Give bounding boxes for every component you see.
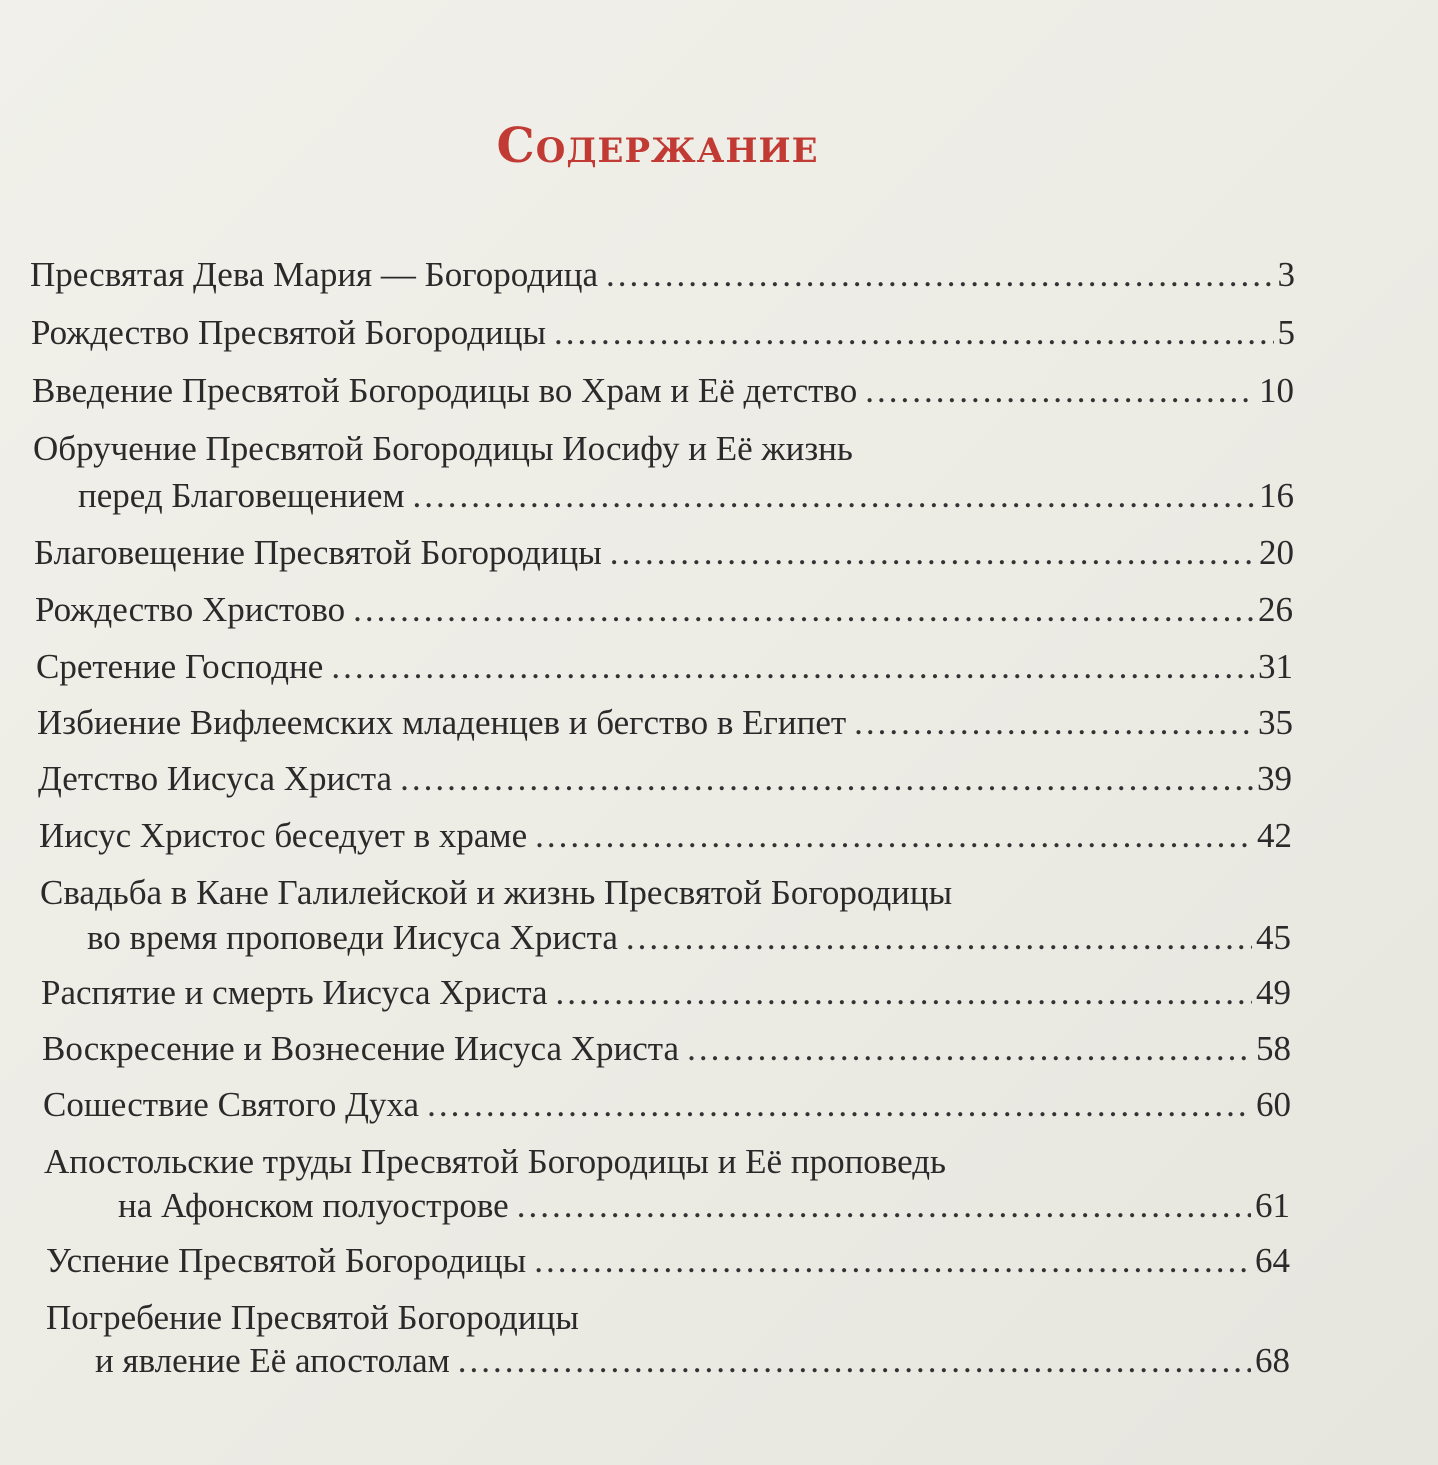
dot-leader bbox=[626, 913, 1252, 963]
toc-entry bbox=[42, 1024, 1291, 1074]
toc-entry-page: 31 bbox=[1258, 647, 1293, 686]
dot-leader bbox=[535, 811, 1253, 861]
toc-entry-page: 58 bbox=[1256, 1029, 1291, 1068]
toc-entry-page: 5 bbox=[1277, 313, 1295, 352]
toc-entry-title: Воскресение и Вознесение Иисуса Христа bbox=[42, 1029, 680, 1068]
toc-entry-title: Пресвятая Дева Мария — Богородица bbox=[30, 255, 599, 294]
toc-entry-title-line1: Свадьба в Кане Галилейской и жизнь Пресвятой Богородицы bbox=[40, 873, 953, 912]
toc-entry-page: 16 bbox=[1259, 476, 1294, 515]
dot-leader bbox=[554, 308, 1273, 358]
toc-entry bbox=[43, 1080, 1291, 1130]
dot-leader bbox=[427, 1080, 1252, 1130]
dot-leader bbox=[517, 1181, 1251, 1231]
toc-entry-title: Иисус Христос беседует в храме bbox=[39, 816, 528, 855]
toc-entry bbox=[39, 811, 1292, 861]
toc-entry-title-line2: во время проповеди Иисуса Христа bbox=[87, 918, 618, 957]
toc-entry-title: Детство Иисуса Христа bbox=[38, 759, 393, 798]
dot-leader bbox=[610, 528, 1255, 578]
toc-entry-title-line2: перед Благовещением bbox=[78, 476, 405, 515]
toc-entry-title: Рождество Христово bbox=[35, 590, 346, 629]
dot-leader bbox=[854, 698, 1254, 748]
toc-entry-title-line1: Обручение Пресвятой Богородицы Иосифу и Её жизнь bbox=[33, 429, 853, 468]
toc-entry-title-line1: Апостольские труды Пресвятой Богородицы и Её проповедь bbox=[44, 1142, 946, 1181]
toc-entry-title: Введение Пресвятой Богородицы во Храм и Её детство bbox=[32, 371, 858, 410]
contents-heading: Содержание bbox=[496, 118, 819, 174]
toc-entry bbox=[118, 1181, 1290, 1231]
toc-entry bbox=[87, 913, 1291, 963]
toc-entry bbox=[30, 250, 1295, 300]
toc-entry-page: 64 bbox=[1255, 1241, 1290, 1280]
toc-entry bbox=[32, 366, 1294, 416]
toc-entry-title: Рождество Пресвятой Богородицы bbox=[31, 313, 547, 352]
toc-entry-page: 3 bbox=[1277, 255, 1295, 294]
toc-entry-page: 49 bbox=[1256, 973, 1291, 1012]
toc-entry bbox=[95, 1336, 1290, 1386]
toc-entry-page: 68 bbox=[1255, 1341, 1290, 1380]
toc-entry-title-line2: на Афонском полуострове bbox=[118, 1186, 509, 1225]
toc-entry-title-line2: и явление Её апостолам bbox=[95, 1341, 450, 1380]
toc-entry bbox=[34, 528, 1294, 578]
toc-entry bbox=[78, 471, 1294, 521]
dot-leader bbox=[534, 1236, 1251, 1286]
toc-entry-title: Успение Пресвятой Богородицы bbox=[46, 1241, 527, 1280]
toc-entry bbox=[31, 308, 1295, 358]
toc-entry-title-line1: Погребение Пресвятой Богородицы bbox=[46, 1298, 579, 1337]
dot-leader bbox=[556, 968, 1252, 1018]
toc-entry-page: 42 bbox=[1257, 816, 1292, 855]
toc-entry-title: Сошествие Святого Духа bbox=[43, 1085, 420, 1124]
toc-entry-title: Сретение Господне bbox=[36, 647, 324, 686]
toc-entry-title: Распятие и смерть Иисуса Христа bbox=[41, 973, 548, 1012]
toc-entry-page: 45 bbox=[1256, 918, 1291, 957]
dot-leader bbox=[331, 642, 1254, 692]
dot-leader bbox=[413, 471, 1255, 521]
toc-entry-title: Избиение Вифлеемских младенцев и бегство в Египет bbox=[37, 703, 847, 742]
dot-leader bbox=[400, 754, 1253, 804]
dot-leader bbox=[606, 250, 1273, 300]
toc-entry-page: 10 bbox=[1259, 371, 1294, 410]
toc-entry-page: 26 bbox=[1258, 590, 1293, 629]
toc-entry-title: Благовещение Пресвятой Богородицы bbox=[34, 533, 602, 572]
toc-entry bbox=[37, 698, 1293, 748]
toc-entry-page: 35 bbox=[1258, 703, 1293, 742]
toc-entry-page: 61 bbox=[1255, 1186, 1290, 1225]
dot-leader bbox=[865, 366, 1255, 416]
toc-entry bbox=[36, 642, 1293, 692]
dot-leader bbox=[687, 1024, 1252, 1074]
toc-entry bbox=[41, 968, 1291, 1018]
toc-entry-page: 60 bbox=[1256, 1085, 1291, 1124]
toc-entry-page: 39 bbox=[1257, 759, 1292, 798]
toc-entry bbox=[46, 1236, 1290, 1286]
dot-leader bbox=[458, 1336, 1251, 1386]
toc-entry bbox=[35, 585, 1293, 635]
toc-entry bbox=[38, 754, 1292, 804]
dot-leader bbox=[353, 585, 1254, 635]
toc-entry-page: 20 bbox=[1259, 533, 1294, 572]
